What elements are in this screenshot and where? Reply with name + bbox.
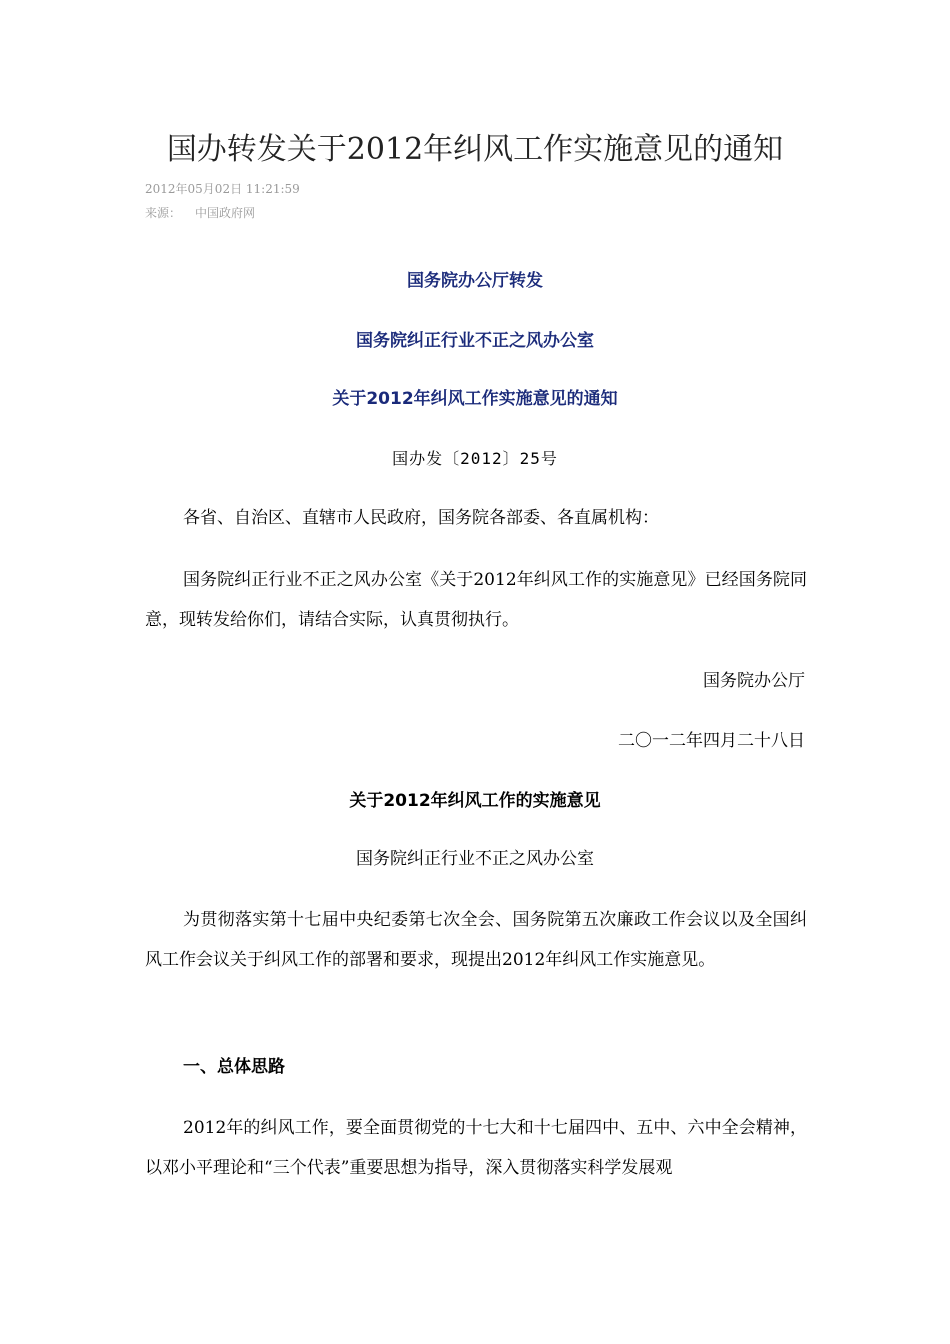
body-paragraph-3: 2012年的纠风工作，要全面贯彻党的十七大和十七届四中、五中、六中全会精神，以邓小平理论和“三个代表”重要思想为指导，深入贯彻落实科学发展观: [145, 1118, 807, 1178]
article-source: [145, 204, 255, 222]
source-value: 中国政府网: [195, 206, 256, 220]
doc-heading-1: 国务院办公厅转发: [407, 271, 543, 291]
doc-heading-3: 关于2012年纠风工作实施意见的通知: [332, 389, 618, 409]
doc-number: 国办发〔2012〕25号: [392, 449, 558, 468]
body-paragraph-1: 国务院纠正行业不正之风办公室《关于2012年纠风工作的实施意见》已经国务院同意，现转发给你们，请结合实际，认真贯彻执行。: [145, 570, 807, 630]
doc-heading-2: 国务院纠正行业不正之风办公室: [356, 331, 594, 351]
article-title: 国办转发关于2012年纠风工作实施意见的通知: [166, 132, 784, 167]
section-1-title: 一、总体思路: [183, 1057, 285, 1077]
article-datetime: 2012年05月02日 11:21:59: [145, 182, 300, 196]
body-paragraph-2: 为贯彻落实第十七届中央纪委第七次全会、国务院第五次廉政工作会议以及全国纠风工作会议关于纠风工作的部署和要求，现提出2012年纠风工作实施意见。: [145, 910, 807, 970]
source-label: 来源：: [145, 206, 182, 220]
attachment-org: 国务院纠正行业不正之风办公室: [356, 849, 594, 869]
attachment-title: 关于2012年纠风工作的实施意见: [349, 791, 601, 811]
signature-date: 二〇一二年四月二十八日: [618, 731, 805, 751]
salutation: 各省、自治区、直辖市人民政府，国务院各部委、各直属机构：: [183, 508, 659, 528]
signature-org: 国务院办公厅: [703, 671, 805, 691]
